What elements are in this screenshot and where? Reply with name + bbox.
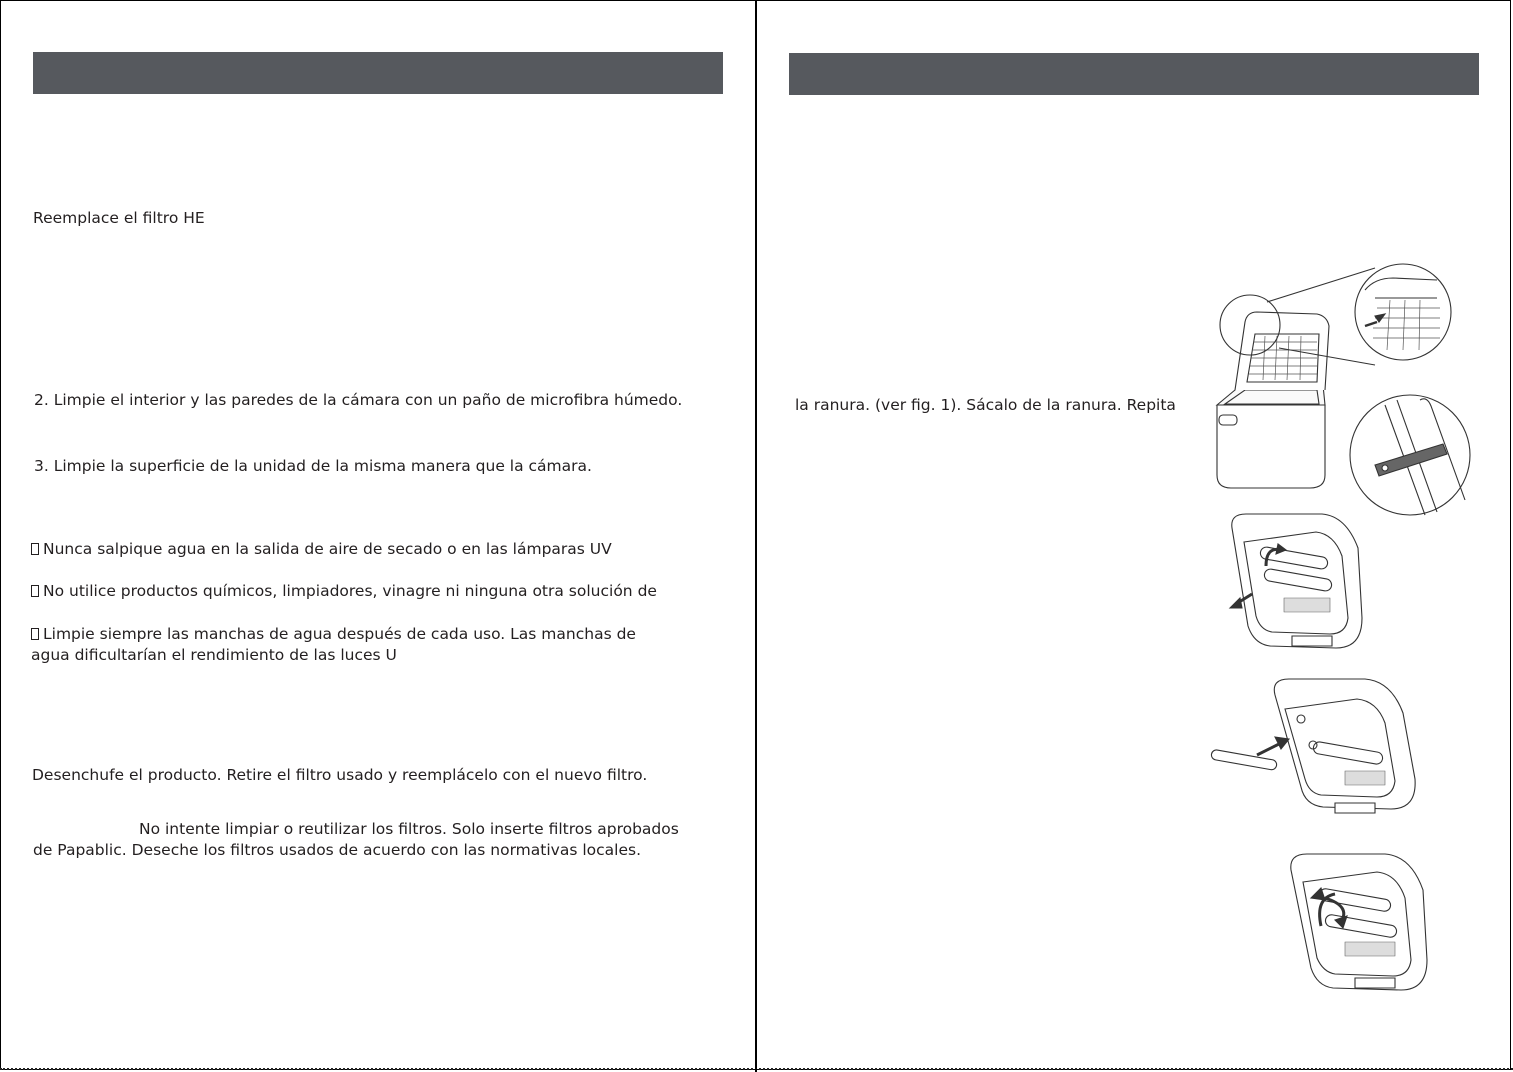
cleaning-step-3: 3. Limpie la superficie de la unidad de la misma manera que la cámara.: [34, 457, 592, 475]
warning-item: Limpie siempre las manchas de agua después de cada uso. Las manchas de: [31, 624, 636, 644]
note-line-1: No intente limpiar o reutilizar los filtros. Solo inserte filtros aprobados: [139, 820, 679, 838]
warning-item: Nunca salpique agua en la salida de aire de secado o en las lámparas UV: [31, 539, 612, 559]
right-section-header-bar: [789, 53, 1479, 95]
slot-line: la ranura. (ver fig. 1). Sácalo de la ranura. Repita: [795, 396, 1176, 414]
lamp-insertion-illustration: [1205, 675, 1425, 825]
warning-item: No utilice productos químicos, limpiadores, vinagre ni ninguna otra solución de: [31, 581, 657, 601]
left-section-header-bar: [33, 52, 723, 94]
note-line-2: de Papablic. Deseche los filtros usados de acuerdo con las normativas locales.: [33, 841, 641, 859]
replace-filter-line: Reemplace el filtro HE: [33, 209, 205, 227]
missing-glyph-icon: [31, 585, 39, 597]
unplug-line: Desenchufe el producto. Retire el filtro usado y reemplácelo con el nuevo filtro.: [32, 766, 648, 784]
lamp-removal-illustration: [1222, 508, 1372, 658]
warning-continuation: agua dificultarían el rendimiento de las luces U: [31, 646, 397, 664]
page-divider: [755, 0, 757, 1072]
cleaning-step-2: 2. Limpie el interior y las paredes de la cámara con un paño de microfibra húmedo.: [34, 391, 683, 409]
sterilizer-open-lid-illustration: [1205, 250, 1505, 520]
missing-glyph-icon: [31, 628, 39, 640]
missing-glyph-icon: [31, 543, 39, 555]
lamp-seating-illustration: [1285, 850, 1435, 1000]
